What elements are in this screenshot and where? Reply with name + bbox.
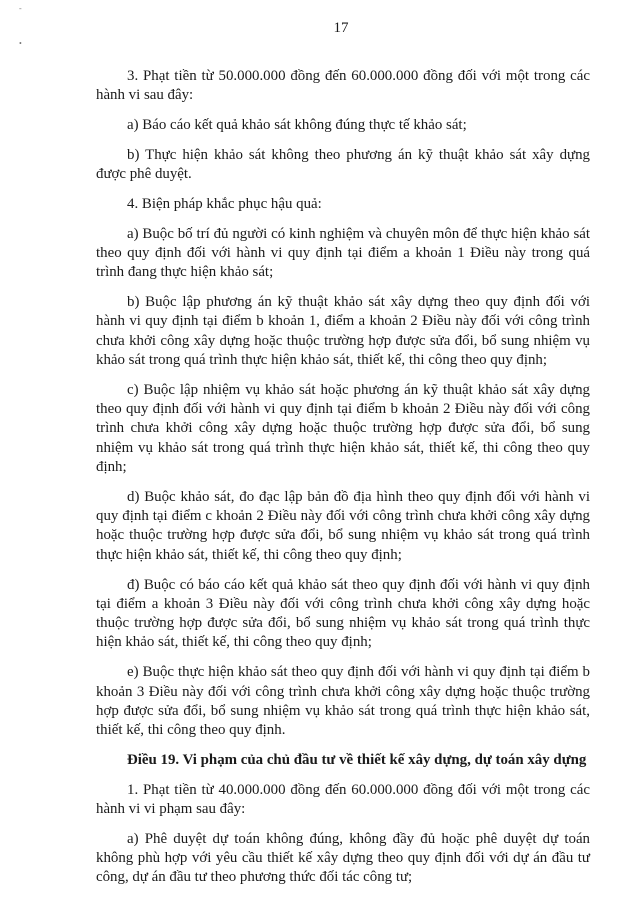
clause-3-item-b: b) Thực hiện khảo sát không theo phương án kỹ thuật khảo sát xây dựng được phê duyệt.	[96, 146, 590, 183]
clause-4-item-a: a) Buộc bố trí đủ người có kinh nghiệm và chuyên môn để thực hiện khảo sát theo quy định đối với hành vi quy định tại điểm a khoản 1 Điều này trong quá trình đang thực hiện khảo sát;	[96, 225, 590, 281]
scan-mark-dot: •	[19, 39, 22, 48]
clause-4-item-c: c) Buộc lập nhiệm vụ khảo sát hoặc phương án kỹ thuật khảo sát xây dựng theo quy định đối với hành vi quy định tại điểm b khoản 2 Điều này đối với công trình chưa khởi công xây dựng hoặc thuộc trường hợp được sửa đổi, bổ sung nhiệm vụ khảo sát trong quá trình thực hiện khảo sát, thiết kế, thi công theo quy định;	[96, 381, 590, 476]
clause-4-item-e: e) Buộc thực hiện khảo sát theo quy định đối với hành vi quy định tại điểm b khoản 3 Điều này đối với công trình chưa khởi công xây dựng hoặc thuộc trường hợp được sửa đổi, bổ sung nhiệm vụ khảo sát trong quá trình thực hiện khảo sát, thiết kế, thi công theo quy định.	[96, 664, 590, 739]
clause-4-item-dd: đ) Buộc có báo cáo kết quả khảo sát theo quy định đối với hành vi quy định tại điểm a khoản 3 Điều này đối với công trình chưa khởi công xây dựng hoặc thuộc trường hợp được sửa đổi, bổ sung nhiệm vụ khảo sát trong quá trình thực hiện khảo sát, thiết kế, thi công theo quy định;	[96, 576, 590, 651]
clause-4-item-d: d) Buộc khảo sát, đo đạc lập bản đồ địa hình theo quy định đối với hành vi quy định tại điểm c khoản 2 Điều này đối với công trình chưa khởi công xây dựng hoặc thuộc trường hợp được sửa đổi, bổ sung nhiệm vụ khảo sát trong quá trình thực hiện khảo sát, thiết kế, thi công theo quy định;	[96, 488, 590, 563]
article-19-clause-1-item-a: a) Phê duyệt dự toán không đúng, không đầy đủ hoặc phê duyệt dự toán không phù hợp với yêu cầu thiết kế xây dựng theo quy định đối với dự án đầu tư công, dự án đầu tư theo phương thức đối tác công tư;	[96, 830, 590, 886]
document-body	[96, 67, 590, 898]
page-number: 17	[333, 20, 349, 36]
clause-3-item-a: a) Báo cáo kết quả khảo sát không đúng thực tế khảo sát;	[127, 117, 467, 134]
clause-4-item-b: b) Buộc lập phương án kỹ thuật khảo sát xây dựng theo quy định đối với hành vi quy định tại điểm b khoản 1, điểm a khoản 2 Điều này đối với công trình chưa khởi công xây dựng hoặc thuộc trường hợp được sửa đổi, bổ sung nhiệm vụ khảo sát trong quá trình thực hiện khảo sát, thiết kế, thi công theo quy định;	[96, 294, 590, 369]
clause-3-penalty: 3. Phạt tiền từ 50.000.000 đồng đến 60.000.000 đồng đối với một trong các hành vi sau đây:	[96, 68, 590, 104]
article-19-heading: Điều 19. Vi phạm của chủ đầu tư về thiết kế xây dựng, dự toán xây dựng	[127, 751, 587, 768]
clause-4-remedies: 4. Biện pháp khắc phục hậu quả:	[127, 195, 322, 212]
article-19-clause-1: 1. Phạt tiền từ 40.000.000 đồng đến 60.000.000 đồng đối với một trong các hành vi vi phạm sau đây:	[96, 781, 590, 817]
scan-mark-dash: -	[19, 4, 22, 13]
